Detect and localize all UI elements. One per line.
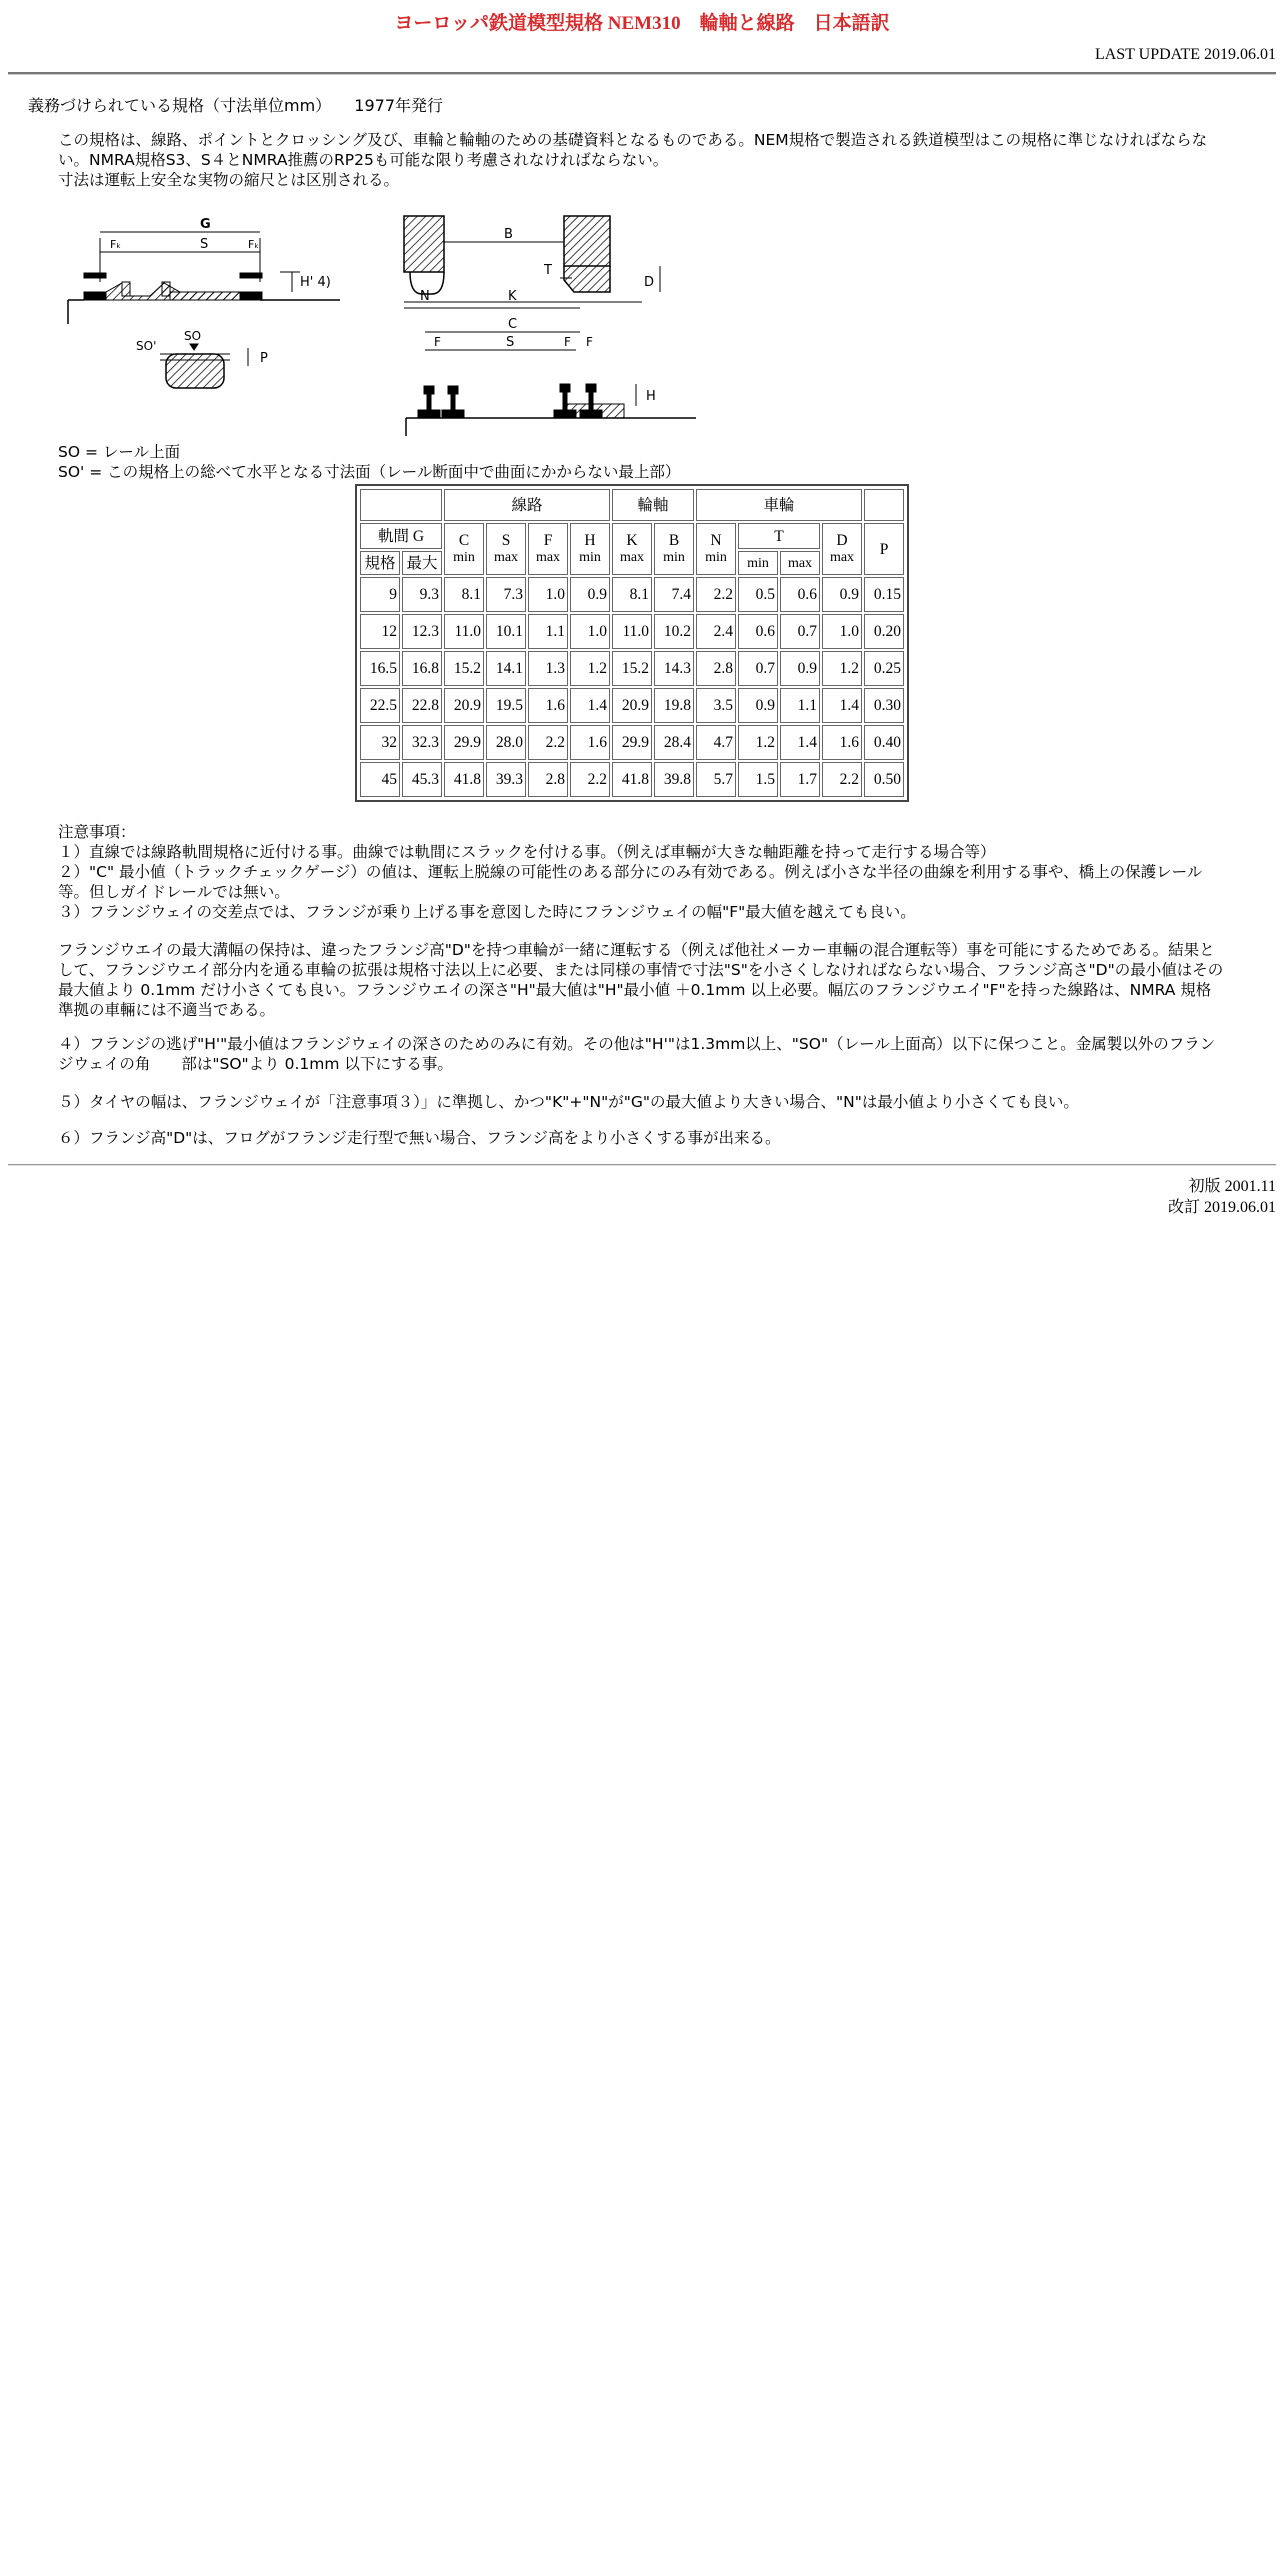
svg-text:D: D (644, 275, 655, 290)
svg-text:C: C (508, 317, 518, 332)
table-cell: 22.8 (402, 688, 442, 723)
table-cell: 4.7 (696, 725, 736, 760)
table-cell: 0.9 (822, 577, 862, 612)
svg-text:F: F (564, 335, 571, 349)
track-section-diagram (68, 217, 340, 324)
table-cell: 0.7 (780, 614, 820, 649)
table-cell: 22.5 (360, 688, 400, 723)
table-row (360, 762, 904, 797)
table-cell: 0.25 (864, 651, 904, 686)
table-cell: 39.8 (654, 762, 694, 797)
svg-text:H: H (646, 389, 656, 404)
table-cell: 11.0 (612, 614, 652, 649)
table-cell: 2.2 (696, 577, 736, 612)
table-cell: 1.6 (570, 725, 610, 760)
header-divider (8, 72, 1276, 75)
subheading-mandatory: 義務づけられている規格（寸法単位mm） (28, 96, 332, 115)
table-cell: 11.0 (444, 614, 484, 649)
table-cell: 29.9 (444, 725, 484, 760)
table-cell: 41.8 (612, 762, 652, 797)
revised-date: 改訂 2019.06.01 (1167, 1199, 1276, 1216)
table-cell: 7.3 (486, 577, 526, 612)
header-wheelset: 輪軸 (612, 489, 694, 521)
note-6: ６）フランジ高"D"は、フログがフランジ走行型で無い場合、フランジ高をより小さくする事が出来る。 (58, 1129, 781, 1147)
last-update: LAST UPDATE 2019.06.01 (1094, 46, 1276, 63)
svg-text:Fₖ: Fₖ (248, 238, 260, 251)
table-cell: 32.3 (402, 725, 442, 760)
table-cell: 0.9 (780, 651, 820, 686)
table-cell: 28.4 (654, 725, 694, 760)
table-cell: 1.2 (738, 725, 778, 760)
table-cell: 15.2 (612, 651, 652, 686)
table-cell: 1.4 (822, 688, 862, 723)
table-row (360, 614, 904, 649)
note-4: ４）フランジの逃げ"H'"最小値はフランジウェイの深さのためのみに有効。その他は"H'"は1.3mm以上、"SO"（レール上面高）以下に保つこと。金属製以外のフランジウェイの角 部は"SO"より 0.1mm 以下にする事。 (58, 1035, 1216, 1073)
notes-section (58, 822, 1226, 922)
so-legend-line: SO' = この規格上の総べて水平となる寸法面（レール断面中で曲面にかからない最上部） (58, 463, 681, 481)
svg-text:P: P (260, 351, 268, 366)
table-cell: 0.5 (738, 577, 778, 612)
table-cell: 9 (360, 577, 400, 612)
table-cell: 8.1 (612, 577, 652, 612)
intro-line: この規格は、線路、ポイントとクロッシング及び、車輪と輪軸のための基礎資料となるものである。NEM規格で製造される鉄道模型はこの規格に準じなければならない。NMRA規格S3、S４とNMRA推薦のRP25も可能な限り考慮されなければならない。 (58, 131, 1208, 169)
table-cell: 16.5 (360, 651, 400, 686)
notes-heading: 注意事項： (58, 823, 136, 841)
table-cell: 14.3 (654, 651, 694, 686)
table-cell: 2.2 (570, 762, 610, 797)
svg-text:F: F (586, 335, 593, 349)
header-col-t: T (738, 523, 820, 549)
svg-text:H' 4): H' 4) (300, 275, 331, 290)
table-cell: 0.15 (864, 577, 904, 612)
header-track: 線路 (444, 489, 610, 521)
table-cell: 1.1 (780, 688, 820, 723)
header-col-h: H min (570, 523, 610, 575)
table-cell: 0.20 (864, 614, 904, 649)
header-col-b: B min (654, 523, 694, 575)
svg-text:F: F (434, 335, 441, 349)
intro-paragraph (58, 130, 1226, 190)
table-cell: 45 (360, 762, 400, 797)
header-wheel: 車輪 (696, 489, 862, 521)
table-cell: 1.7 (780, 762, 820, 797)
check-rail-diagram (406, 317, 696, 436)
subheading (28, 93, 461, 116)
table-cell: 1.4 (780, 725, 820, 760)
table-cell: 1.5 (738, 762, 778, 797)
table-cell: 20.9 (612, 688, 652, 723)
table-cell: 8.1 (444, 577, 484, 612)
header-gauge: 軌間 G (360, 523, 442, 549)
table-cell: 2.2 (822, 762, 862, 797)
table-cell: 5.7 (696, 762, 736, 797)
table-cell: 19.8 (654, 688, 694, 723)
table-cell: 45.3 (402, 762, 442, 797)
table-row (360, 577, 904, 612)
svg-text:K: K (508, 289, 517, 304)
header-col-n: N min (696, 523, 736, 575)
table-cell: 1.6 (822, 725, 862, 760)
header-col-s: S max (486, 523, 526, 575)
header-col-f: F max (528, 523, 568, 575)
header-col-c: C min (444, 523, 484, 575)
wheelset-diagram (404, 216, 660, 308)
dimension-diagrams (60, 208, 700, 436)
table-cell: 9.3 (402, 577, 442, 612)
header-t-min: min (738, 551, 778, 575)
table-cell: 1.0 (570, 614, 610, 649)
table-cell: 3.5 (696, 688, 736, 723)
table-cell: 10.2 (654, 614, 694, 649)
empty-header (864, 489, 904, 521)
footer (1168, 1176, 1276, 1218)
intro-line: 寸法は運転上安全な実物の縮尺とは区別される。 (58, 171, 400, 189)
svg-text:G: G (200, 217, 211, 232)
table-cell: 20.9 (444, 688, 484, 723)
table-cell: 10.1 (486, 614, 526, 649)
page-title: ヨーロッパ鉄道模型規格 NEM310 輪軸と線路 日本語訳 (394, 13, 890, 34)
table-cell: 1.6 (528, 688, 568, 723)
table-cell: 2.8 (528, 762, 568, 797)
rail-head-diagram (136, 329, 268, 388)
dimension-table-frame (355, 484, 909, 802)
table-row (360, 688, 904, 723)
table-cell: 0.40 (864, 725, 904, 760)
table-cell: 0.6 (738, 614, 778, 649)
table-cell: 2.4 (696, 614, 736, 649)
header-gauge-max: 最大 (402, 551, 442, 575)
table-cell: 12.3 (402, 614, 442, 649)
table-cell: 12 (360, 614, 400, 649)
table-cell: 28.0 (486, 725, 526, 760)
table-cell: 1.3 (528, 651, 568, 686)
table-cell: 29.9 (612, 725, 652, 760)
flangeway-paragraph: フランジウエイの最大溝幅の保持は、違ったフランジ高"D"を持つ車輪が一緒に運転する（例えば他社メーカー車輛の混合運転等）事を可能にするためである。結果として、フランジウエイ部分内を通る車輪の拡張は規格寸法以上に必要、または同様の事情で寸法"S"を小さくしなければならない場合、フランジ高さ"D"の最小値はその最大値より 0.1mm だけ小さくても良い。フランジウエイの深さ"H"最大値は"H"最小値 ＋0.1mm 以上必要。幅広のフランジウエイ"F"を持った線路は、NMRA 規格準拠の車輛には不適当である。 (58, 941, 1224, 1019)
first-edition: 初版 2001.11 (1188, 1178, 1276, 1195)
table-cell: 1.1 (528, 614, 568, 649)
svg-text:SO: SO (184, 329, 202, 343)
empty-header (360, 489, 442, 521)
table-cell: 32 (360, 725, 400, 760)
svg-text:Fₖ: Fₖ (110, 238, 122, 251)
table-row (360, 651, 904, 686)
table-cell: 1.0 (528, 577, 568, 612)
dimension-table (358, 487, 906, 799)
table-cell: 15.2 (444, 651, 484, 686)
svg-text:N: N (420, 289, 430, 304)
table-cell: 0.9 (738, 688, 778, 723)
footer-divider (8, 1164, 1276, 1166)
table-cell: 0.9 (570, 577, 610, 612)
note-5: ５）タイヤの幅は、フランジウェイが「注意事項３）」に準拠し、かつ"K"+"N"が"G"の最大値より大きい場合、"N"は最小値より小さくても良い。 (58, 1093, 1079, 1111)
svg-text:S: S (200, 237, 209, 252)
header-t-max: max (780, 551, 820, 575)
subheading-year: 1977年発行 (354, 96, 444, 115)
table-cell: 1.2 (570, 651, 610, 686)
table-cell: 1.0 (822, 614, 862, 649)
svg-text:B: B (504, 227, 513, 242)
svg-text:S: S (506, 335, 515, 350)
table-row (360, 725, 904, 760)
note-3: ３）フランジウェイの交差点では、フランジが乗り上げる事を意図した時にフランジウェイの幅"F"最大値を越えても良い。 (58, 903, 916, 921)
header-col-d: D max (822, 523, 862, 575)
table-cell: 2.2 (528, 725, 568, 760)
header-col-p: P (864, 523, 904, 575)
table-cell: 14.1 (486, 651, 526, 686)
table-cell: 2.8 (696, 651, 736, 686)
table-cell: 16.8 (402, 651, 442, 686)
table-cell: 39.3 (486, 762, 526, 797)
header-col-k: K max (612, 523, 652, 575)
note-2: ２）"C" 最小値（トラックチェックゲージ）の値は、運転上脱線の可能性のある部分にのみ有効である。例えば小さな半径の曲線を利用する事や、橋上の保護レール等。但しガイドレールでは無い。 (58, 863, 1203, 901)
table-cell: 1.2 (822, 651, 862, 686)
table-cell: 0.50 (864, 762, 904, 797)
table-cell: 41.8 (444, 762, 484, 797)
table-cell: 0.7 (738, 651, 778, 686)
table-cell: 7.4 (654, 577, 694, 612)
header-gauge-nominal: 規格 (360, 551, 400, 575)
svg-text:SO': SO' (136, 339, 157, 353)
so-legend (58, 442, 1226, 482)
table-cell: 0.30 (864, 688, 904, 723)
table-cell: 19.5 (486, 688, 526, 723)
svg-text:T: T (544, 263, 552, 278)
so-legend-line: SO = レール上面 (58, 443, 181, 461)
table-cell: 1.4 (570, 688, 610, 723)
table-cell: 0.6 (780, 577, 820, 612)
note-1: １）直線では線路軌間規格に近付ける事。曲線では軌間にスラックを付ける事。（例えば車輛が大きな軸距離を持って走行する場合等） (58, 843, 996, 861)
